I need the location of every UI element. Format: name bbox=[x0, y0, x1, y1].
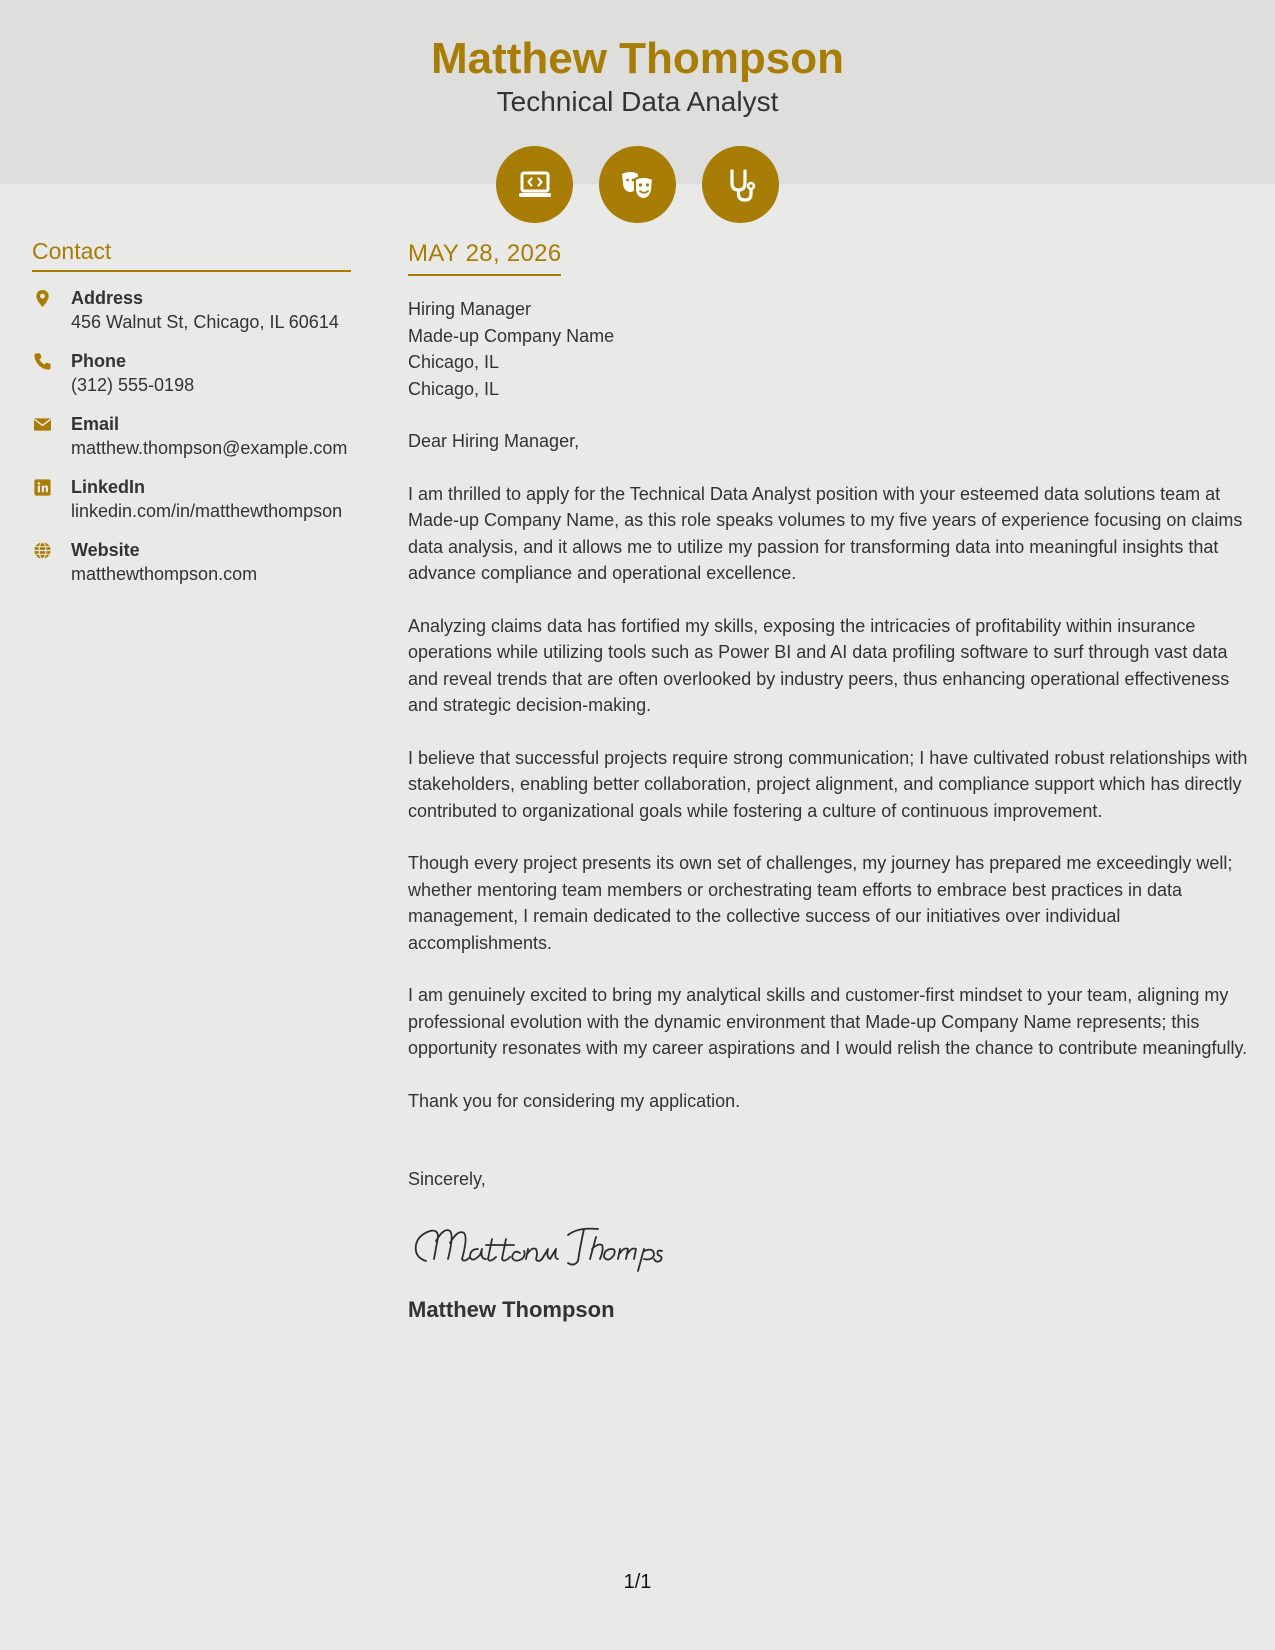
linkedin-value[interactable]: linkedin.com/in/matthewthompson bbox=[71, 501, 343, 521]
website-label: Website bbox=[71, 540, 140, 560]
contact-heading: Contact bbox=[32, 238, 351, 272]
recipient-line: Chicago, IL bbox=[408, 352, 500, 372]
contact-website bbox=[32, 538, 351, 587]
letter-paragraph: I am genuinely excited to bring my analytical skills and customer-first mindset to your team, aligning my professional evolution with the dynamic environment that Made-up Company Name represents; this opportunity resonates with my career aspirations and I would relish the chance to contribute meaningfully. bbox=[408, 985, 1248, 1058]
theater-masks-icon bbox=[599, 146, 676, 223]
envelope-icon bbox=[32, 414, 52, 434]
page-number: 1/1 bbox=[623, 1571, 652, 1593]
recipient-line: Hiring Manager bbox=[408, 299, 532, 319]
recipient-line: Chicago, IL bbox=[408, 378, 500, 399]
laptop-code-icon bbox=[496, 146, 573, 223]
salutation: Dear Hiring Manager, bbox=[408, 431, 580, 451]
recipient-line: Made-up Company Name bbox=[408, 325, 615, 346]
letter-paragraph: Thank you for considering my application. bbox=[408, 1090, 741, 1111]
phone-icon bbox=[32, 351, 52, 371]
linkedin-label: LinkedIn bbox=[71, 477, 146, 497]
linkedin-icon bbox=[32, 477, 52, 497]
map-pin-icon bbox=[32, 288, 52, 308]
signer-name: Matthew Thompson bbox=[408, 1296, 615, 1322]
globe-icon bbox=[32, 540, 52, 560]
header-icons bbox=[0, 146, 1275, 223]
letter-body bbox=[408, 240, 1253, 1323]
job-title: Technical Data Analyst bbox=[496, 86, 779, 117]
phone-label: Phone bbox=[71, 351, 127, 371]
contact-phone bbox=[32, 349, 351, 398]
address-label: Address bbox=[71, 288, 144, 308]
email-value[interactable]: matthew.thompson@example.com bbox=[71, 438, 348, 458]
letter-paragraph: Though every project presents its own set of challenges, my journey has prepared me exceedingly well; whether mentoring team members or orchestrating team efforts to embrace best practices in data management, I remain dedicated to the collective success of our initiatives over individual accomplishments. bbox=[408, 853, 1233, 953]
letter-paragraph: I am thrilled to apply for the Technical Data Analyst position with your esteemed data solutions team at Made-up Company Name, as this role speaks volumes to my five years of experience focusing on claims data analysis, and it allows me to utilize my passion for transforming data into meaningful insights that advance compliance and operational excellence. bbox=[408, 483, 1243, 583]
contact-sidebar bbox=[32, 238, 351, 587]
phone-value: (312) 555-0198 bbox=[71, 375, 195, 395]
letter-paragraph: I believe that successful projects require strong communication; I have cultivated robust relationships with stakeholders, enabling better collaboration, project alignment, and compliance support which has directly contributed to organizational goals while fostering a culture of continuous improvement. bbox=[408, 747, 1248, 821]
contact-email bbox=[32, 412, 351, 461]
email-label: Email bbox=[71, 414, 120, 434]
contact-address bbox=[32, 286, 351, 335]
stethoscope-icon bbox=[702, 146, 779, 223]
letter-date: MAY 28, 2026 bbox=[408, 240, 561, 276]
recipient-block bbox=[408, 296, 1253, 402]
closing: Sincerely, bbox=[408, 1169, 486, 1189]
contact-linkedin bbox=[32, 475, 351, 524]
handwritten-signature bbox=[408, 1217, 670, 1273]
applicant-name: Matthew Thompson bbox=[430, 34, 845, 83]
letter-paragraph: Analyzing claims data has fortified my skills, exposing the intricacies of profitability within insurance operations while utilizing tools such as Power BI and AI data profiling software to surf through vast data and reveal trends that are often overlooked by industry peers, thus enhancing operational effectiveness and strategic decision-making. bbox=[408, 615, 1230, 715]
address-value: 456 Walnut St, Chicago, IL 60614 bbox=[71, 312, 339, 332]
website-value[interactable]: matthewthompson.com bbox=[71, 564, 258, 584]
